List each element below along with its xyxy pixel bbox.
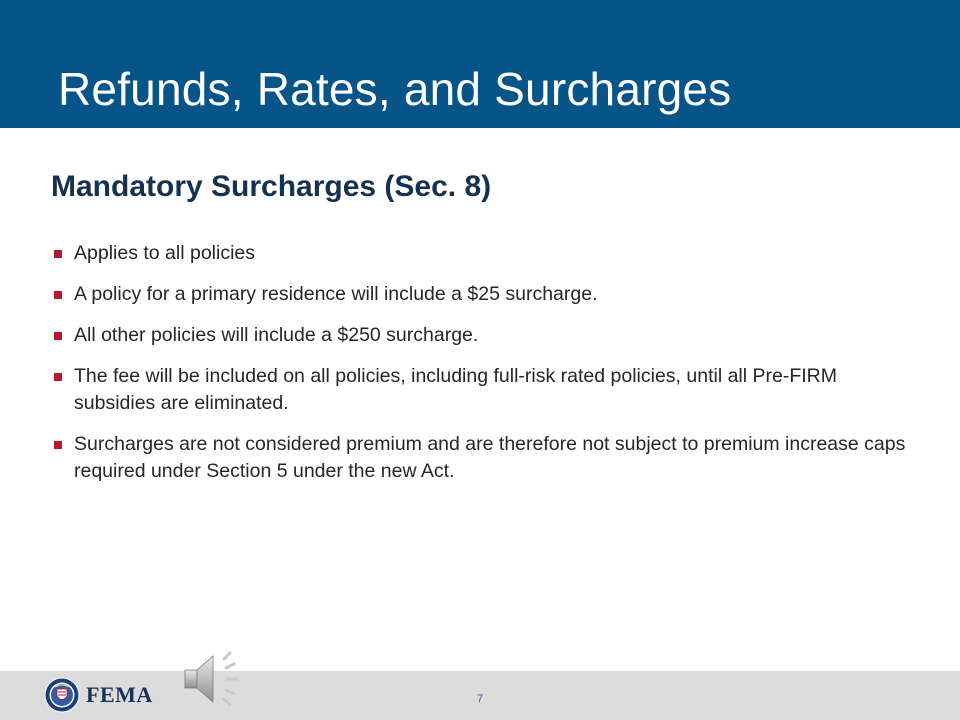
bullet-list: [51, 240, 921, 499]
bullet-marker-icon: [54, 291, 62, 299]
bullet-item: [51, 240, 921, 267]
bullet-text: The fee will be included on all policies, including full-risk rated policies, until all Pre-FIRM subsidies are eliminated.: [74, 365, 838, 414]
slide-title: Refunds, Rates, and Surcharges: [58, 63, 732, 115]
bullet-marker-icon: [54, 441, 62, 449]
dhs-seal-icon: [44, 677, 80, 713]
bullet-text: A policy for a primary residence will include a $25 surcharge.: [74, 283, 598, 305]
bullet-item: [51, 322, 921, 349]
bullet-marker-icon: [54, 373, 62, 381]
bullet-text: Surcharges are not considered premium and are therefore not subject to premium increase caps required under Section 5 under the new Act.: [74, 433, 906, 482]
bullet-item: [51, 281, 921, 308]
bullet-marker-icon: [54, 250, 62, 258]
page-number: 7: [476, 693, 484, 705]
bullet-text: Applies to all policies: [74, 242, 256, 264]
bullet-item: [51, 363, 921, 417]
speaker-icon[interactable]: [182, 648, 252, 708]
section-heading: Mandatory Surcharges (Sec. 8): [51, 170, 492, 203]
bullet-item: [51, 431, 921, 485]
bullet-text: All other policies will include a $250 surcharge.: [74, 324, 479, 346]
bullet-marker-icon: [54, 332, 62, 340]
fema-logo-text: FEMA: [86, 682, 153, 707]
